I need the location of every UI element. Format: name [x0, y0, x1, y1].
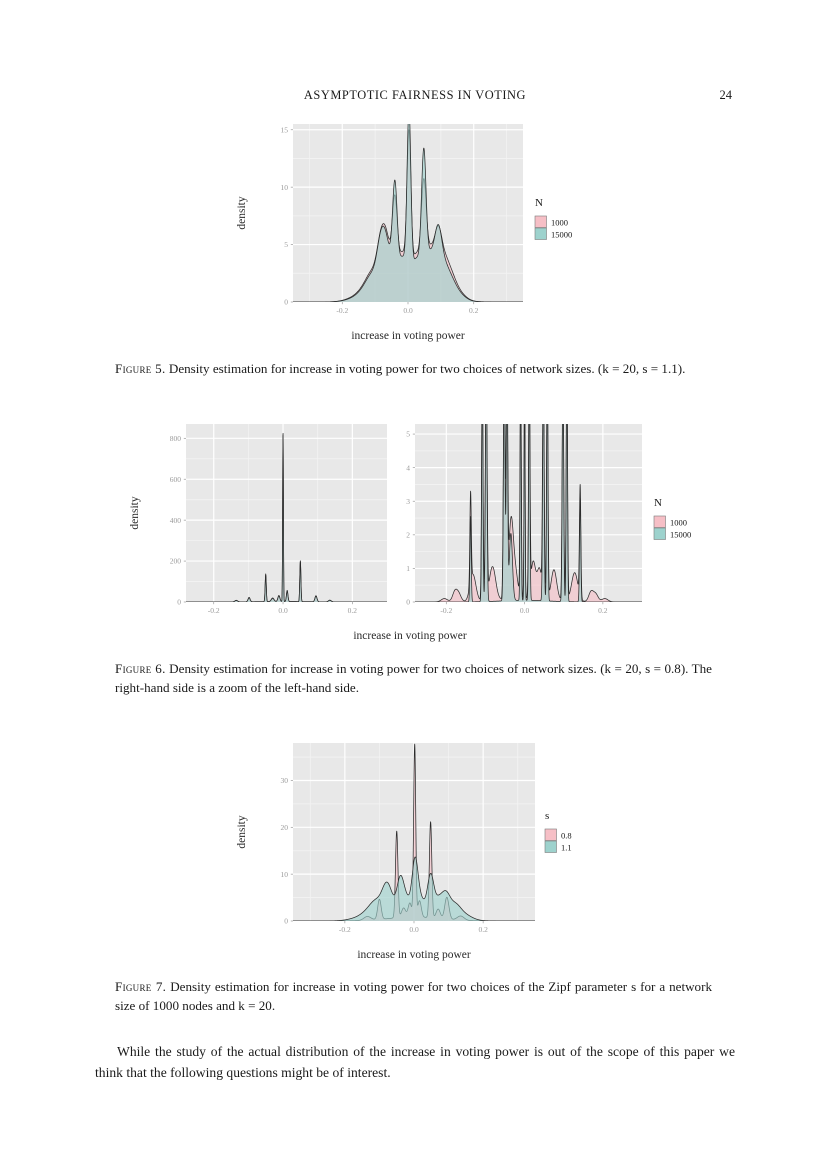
svg-text:increase in voting power: increase in voting power: [351, 330, 465, 342]
figure-7-caption-text: Density estimation for increase in voting power for two choices of the Zipf parameter s for a network size of 1000 nodes and k = 20.: [115, 979, 713, 1013]
svg-text:1.1: 1.1: [561, 842, 572, 853]
svg-text:15: 15: [280, 125, 288, 135]
svg-text:0.0: 0.0: [409, 925, 419, 934]
svg-text:0.2: 0.2: [347, 606, 358, 615]
svg-text:0.0: 0.0: [403, 306, 413, 315]
figure-6-caption-label: Figure 6.: [115, 661, 166, 676]
svg-text:0.8: 0.8: [561, 830, 572, 841]
svg-text:200: 200: [169, 556, 181, 566]
plot-legend: [535, 197, 572, 240]
page-number: 24: [719, 88, 732, 102]
svg-text:0.2: 0.2: [478, 925, 488, 934]
svg-text:0.0: 0.0: [278, 606, 288, 615]
figure-6-caption: [115, 660, 712, 697]
plot-legend: [545, 810, 572, 853]
body-paragraph: [95, 1042, 735, 1083]
svg-text:density: density: [236, 196, 248, 230]
svg-text:20: 20: [280, 822, 288, 832]
svg-text:1000: 1000: [670, 517, 687, 528]
figure-5-caption-label: Figure 5.: [115, 361, 166, 376]
running-head-title: ASYMPTOTIC FAIRNESS IN VOTING: [303, 88, 527, 102]
figure-7-svg: [215, 737, 615, 967]
svg-text:increase in voting power: increase in voting power: [357, 949, 471, 961]
svg-text:5: 5: [406, 429, 410, 439]
svg-text:10: 10: [280, 869, 288, 879]
body-paragraph-text: While the study of the actual distribution of the increase in voting power is out of the scope of this paper we think that the following questions might be of interest.: [95, 1044, 735, 1080]
svg-text:2: 2: [406, 530, 410, 540]
svg-text:N: N: [535, 197, 543, 209]
svg-text:s: s: [545, 810, 550, 822]
svg-text:3: 3: [406, 496, 410, 506]
svg-text:-0.2: -0.2: [338, 925, 351, 934]
svg-text:400: 400: [169, 515, 181, 525]
figure-6-plot: [110, 418, 720, 648]
svg-text:0: 0: [284, 297, 288, 307]
figure-5-plot: [215, 118, 615, 348]
svg-text:30: 30: [280, 776, 288, 786]
figure-5-caption-text: Density estimation for increase in voting power for two choices of network sizes. (k = 20, s = 1.1).: [168, 361, 686, 376]
svg-text:600: 600: [169, 474, 181, 484]
figure-7-caption: [115, 978, 712, 1015]
svg-text:4: 4: [406, 463, 410, 473]
svg-text:0.0: 0.0: [519, 606, 530, 615]
svg-text:N: N: [654, 497, 662, 509]
figure-7-plot: [215, 737, 615, 967]
svg-text:10: 10: [280, 182, 288, 192]
svg-text:density: density: [129, 496, 141, 530]
svg-text:0: 0: [177, 597, 181, 607]
svg-text:0: 0: [284, 916, 288, 926]
svg-text:15000: 15000: [670, 529, 692, 540]
svg-text:800: 800: [169, 433, 181, 443]
figure-7-caption-label: Figure 7.: [115, 979, 167, 994]
svg-text:0.2: 0.2: [469, 306, 479, 315]
svg-text:1: 1: [406, 564, 410, 574]
figure-6: [110, 418, 720, 648]
figure-5-svg: [215, 118, 615, 348]
svg-text:1000: 1000: [551, 217, 568, 228]
svg-text:-0.2: -0.2: [207, 606, 220, 615]
svg-text:0.2: 0.2: [598, 606, 608, 615]
svg-text:-0.2: -0.2: [336, 306, 349, 315]
svg-text:density: density: [236, 815, 248, 849]
running-head: [95, 88, 735, 103]
svg-text:0: 0: [406, 597, 410, 607]
svg-text:15000: 15000: [551, 229, 573, 240]
svg-text:increase in voting power: increase in voting power: [353, 630, 467, 642]
svg-text:5: 5: [284, 240, 288, 250]
figure-6-caption-text: Density estimation for increase in voting power for two choices of network sizes. (k = 20, s = 0.8). The right-hand side is a zoom of the left-hand side.: [115, 661, 712, 695]
plot-legend: [654, 497, 691, 540]
figure-5-caption: [115, 360, 712, 379]
figure-7: [215, 737, 615, 967]
figure-5: [215, 118, 615, 348]
figure-6-svg: [110, 418, 720, 648]
svg-text:-0.2: -0.2: [440, 606, 453, 615]
